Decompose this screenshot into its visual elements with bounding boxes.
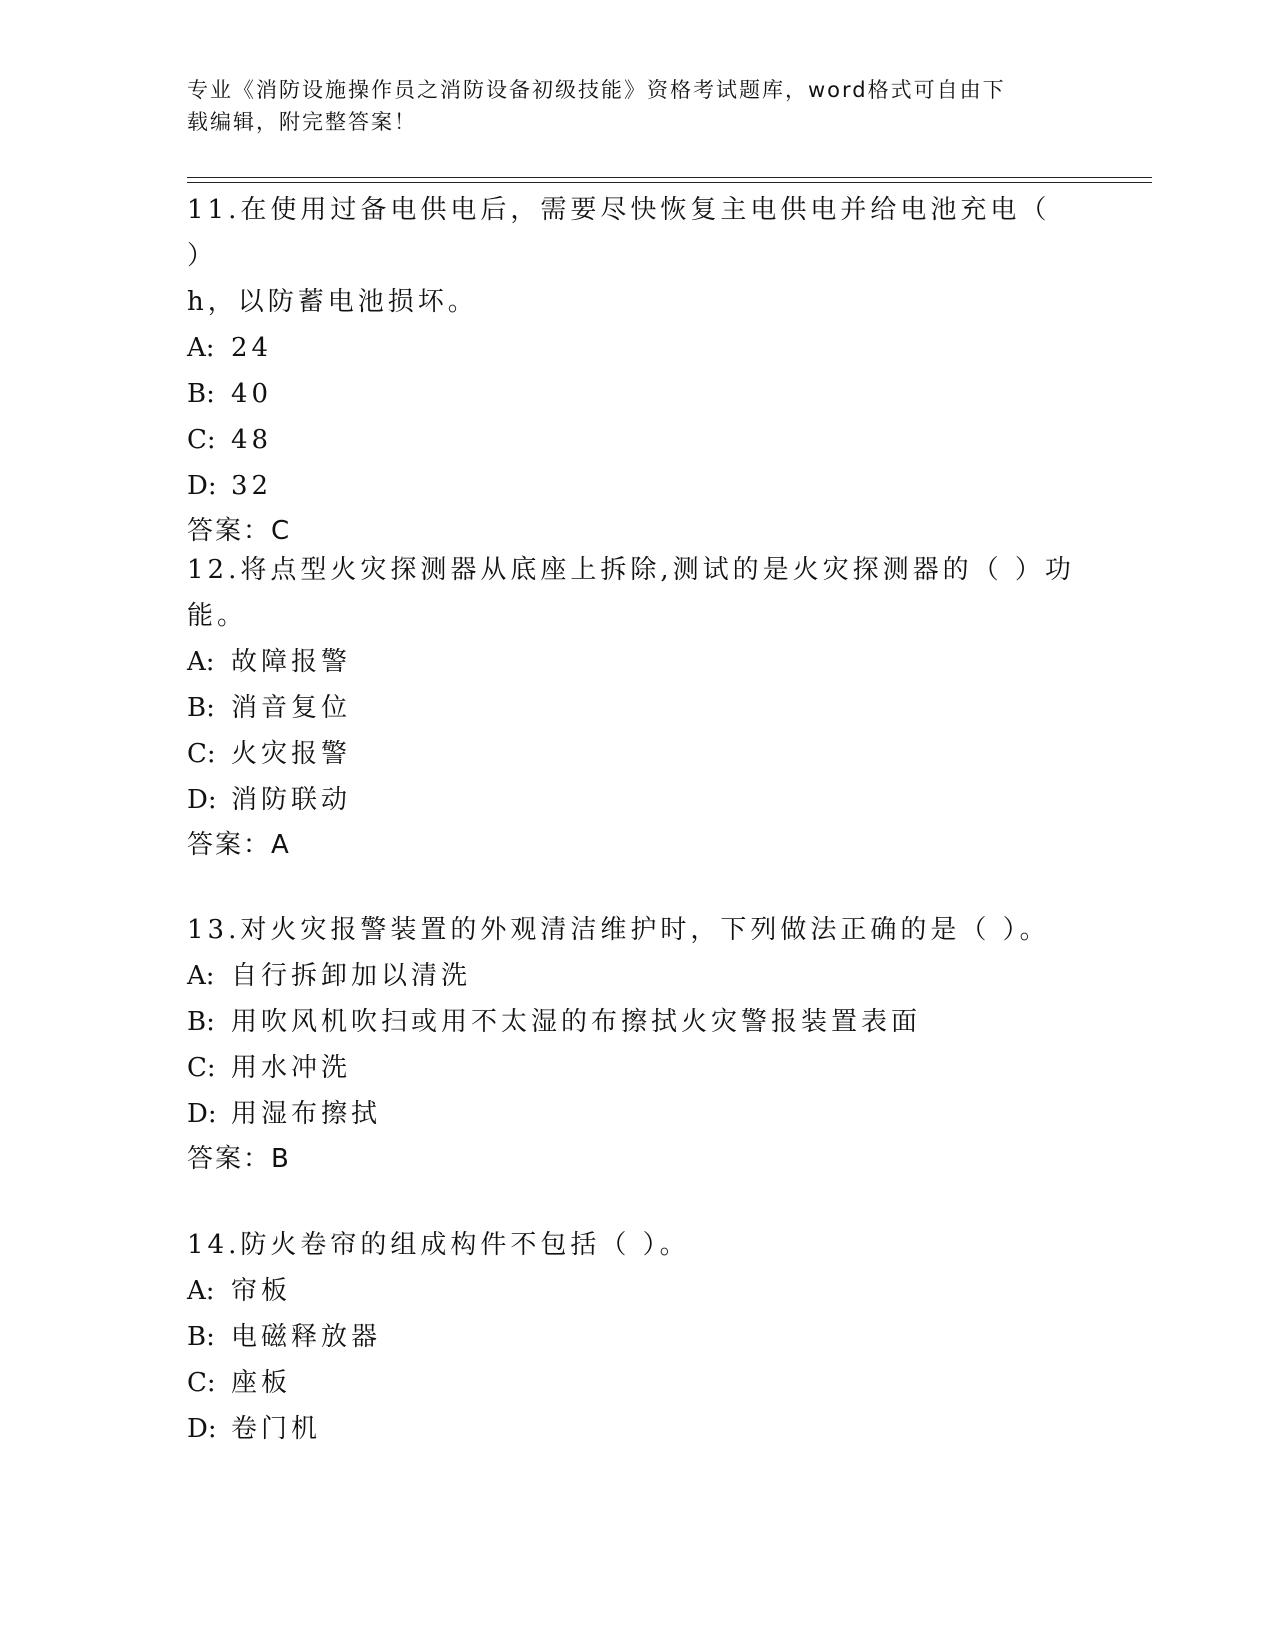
option-letter: A: [187,961,215,991]
question-13 [187,907,1077,1181]
option-text: 座板 [231,1368,292,1398]
option-d [187,1091,1077,1137]
option-b [187,371,1077,417]
option-text: 消音复位 [231,693,352,723]
answer: 答案：B [187,1144,291,1174]
option-letter: D: [187,785,217,815]
option-text: 48 [231,425,273,455]
question-stem-line: 12.将点型火灾探测器从底座上拆除,测试的是火灾探测器的（ ）功 [187,555,1075,585]
option-text: 用水冲洗 [231,1053,352,1083]
question-stem-line: h，以防蓄电池损坏。 [187,287,478,317]
question-12 [187,547,1077,867]
option-letter: C: [187,739,216,769]
option-letter: A: [187,1276,215,1306]
question-14 [187,1222,1077,1452]
option-c [187,1045,1077,1091]
option-a [187,325,1077,371]
option-c [187,731,1077,777]
option-text: 火灾报警 [231,739,352,769]
option-letter: C: [187,1368,216,1398]
option-c [187,1360,1077,1406]
option-a [187,953,1077,999]
option-d [187,1406,1077,1452]
option-letter: B: [187,693,215,723]
answer: 答案：C [187,516,292,546]
answer: 答案：A [187,830,291,860]
header-line-2: 载编辑，附完整答案！ [187,110,417,134]
option-d [187,463,1077,509]
option-text: 电磁释放器 [231,1322,382,1352]
option-b [187,999,1077,1045]
option-text: 32 [231,471,273,501]
question-11 [187,187,1077,553]
option-a [187,1268,1077,1314]
option-text: 用吹风机吹扫或用不太湿的布擦拭火灾警报装置表面 [231,1007,922,1037]
option-letter: D: [187,1414,217,1444]
option-text: 帘板 [231,1276,292,1306]
header-divider-bottom [187,182,1152,183]
option-letter: C: [187,1053,216,1083]
option-letter: B: [187,1322,215,1352]
option-text: 40 [231,379,273,409]
option-text: 用湿布擦拭 [231,1099,382,1129]
question-stem-line: 13.对火灾报警装置的外观清洁维护时，下列做法正确的是（ ）。 [187,915,1050,945]
question-stem-line: 11.在使用过备电供电后，需要尽快恢复主电供电并给电池充电（ ） [187,195,1051,271]
option-letter: C: [187,425,216,455]
option-letter: D: [187,471,217,501]
option-letter: A: [187,647,215,677]
option-letter: B: [187,379,215,409]
option-text: 消防联动 [231,785,352,815]
option-b [187,1314,1077,1360]
question-stem-line: 能。 [187,601,248,631]
option-text: 24 [231,333,273,363]
option-c [187,417,1077,463]
document-header [187,74,1067,138]
option-a [187,639,1077,685]
option-letter: D: [187,1099,217,1129]
option-text: 卷门机 [231,1414,322,1444]
option-letter: B: [187,1007,215,1037]
option-b [187,685,1077,731]
question-stem-line: 14.防火卷帘的组成构件不包括（ ）。 [187,1230,690,1260]
header-divider-top [187,177,1152,178]
option-letter: A: [187,333,215,363]
option-d [187,777,1077,823]
option-text: 自行拆卸加以清洗 [231,961,472,991]
option-text: 故障报警 [231,647,352,677]
header-line-1: 专业《消防设施操作员之消防设备初级技能》资格考试题库，word格式可自由下 [187,78,1006,102]
